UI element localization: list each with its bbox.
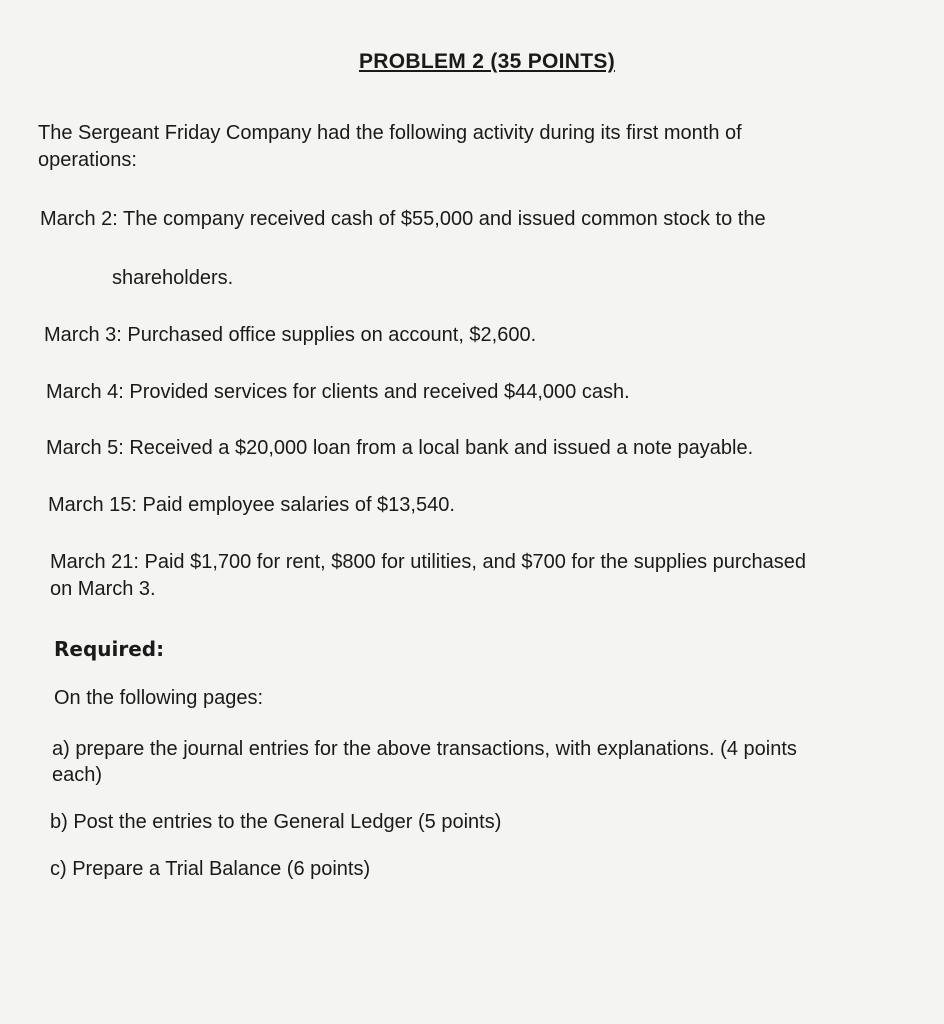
transaction-march-21-continued: on March 3. (50, 578, 156, 600)
transaction-march-21: March 21: Paid $1,700 for rent, $800 for utilities, and $700 for the supplies purchased (50, 551, 807, 573)
required-item-a: a) prepare the journal entries for the above transactions, with explanations. (4 points (52, 738, 797, 760)
transaction-march-2-continued: shareholders. (112, 267, 234, 289)
problem-title: PROBLEM 2 (35 POINTS) (358, 50, 615, 73)
required-heading: Required: (54, 637, 165, 661)
required-item-c: c) Prepare a Trial Balance (6 points) (50, 858, 371, 880)
transaction-march-5: March 5: Received a $20,000 loan from a local bank and issued a note payable. (46, 437, 754, 459)
required-lead: On the following pages: (54, 687, 264, 709)
transaction-march-2: March 2: The company received cash of $55,000 and issued common stock to the (40, 208, 766, 230)
transaction-march-4: March 4: Provided services for clients and received $44,000 cash. (46, 381, 630, 403)
required-item-b: b) Post the entries to the General Ledger (5 points) (50, 811, 502, 833)
required-item-a-continued: each) (52, 764, 103, 786)
transaction-march-3: March 3: Purchased office supplies on account, $2,600. (44, 324, 537, 346)
intro-line-2: operations: (38, 149, 137, 171)
transaction-march-15: March 15: Paid employee salaries of $13,540. (48, 494, 455, 516)
intro-line-1: The Sergeant Friday Company had the following activity during its first month of (38, 122, 742, 144)
